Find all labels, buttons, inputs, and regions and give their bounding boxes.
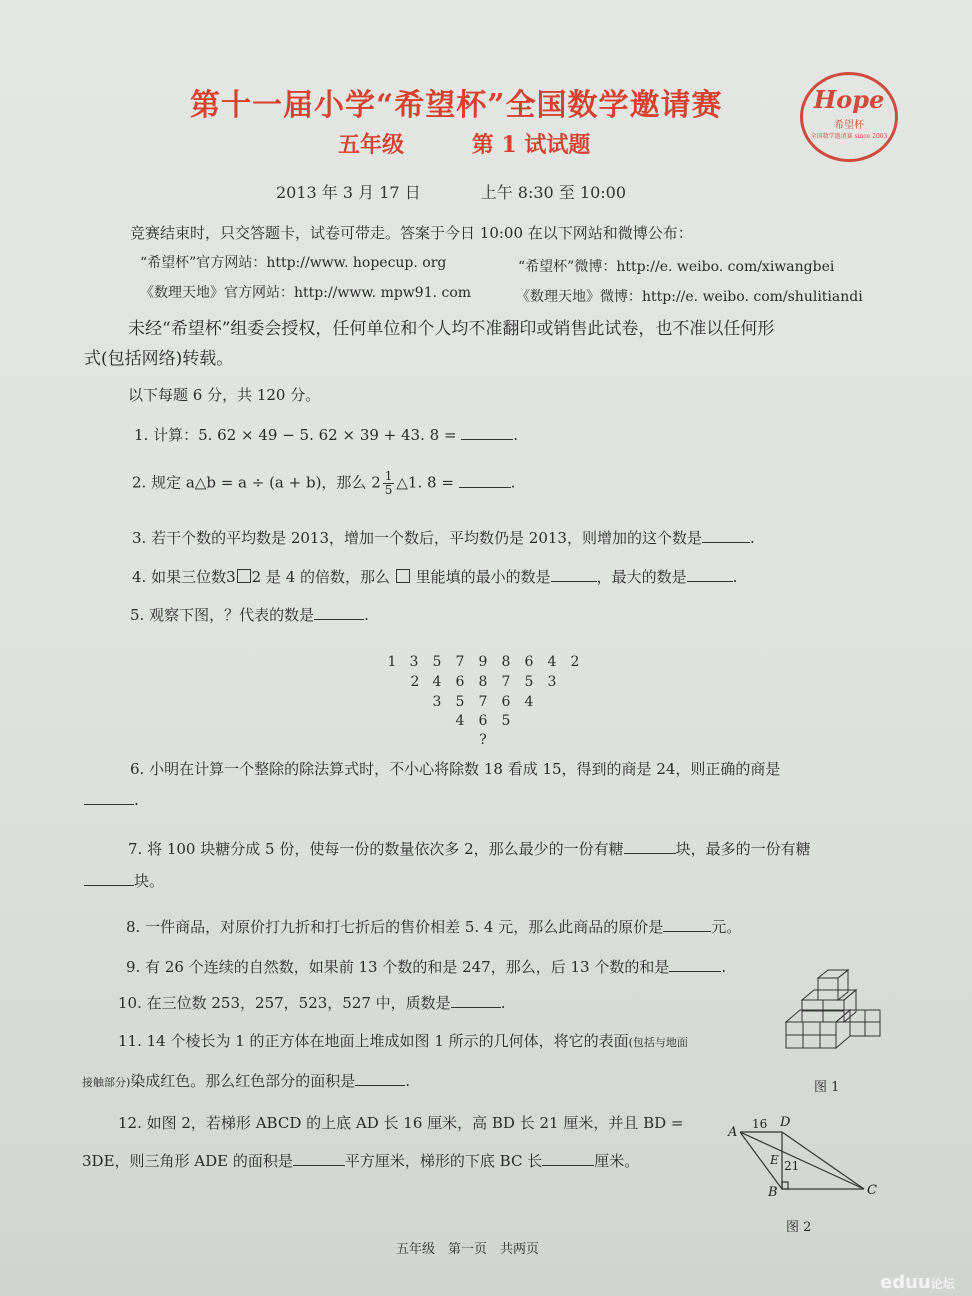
- weibo-mpw: 《数理天地》微博：http://e. weibo. com/shulitiandi: [516, 289, 863, 305]
- score-note: 以下每题 6 分，共 120 分。: [128, 386, 321, 404]
- official-site-hopecup: “希望杯”官方网站：http://www. hopecup. org: [140, 255, 447, 271]
- question-9: 9. 有 26 个连续的自然数，如果前 13 个数的和是 247，那么，后 13 个数的和是 .: [126, 958, 727, 976]
- question-5: 5. 观察下图，？代表的数是 .: [130, 606, 369, 624]
- figure-1-cubes: [780, 960, 888, 1060]
- hope-cup-logo-icon: Hope 希望杯 全国数学邀请赛 since 2003: [800, 72, 898, 162]
- copyright-line: 未经“希望杯”组委会授权，任何单位和个人均不准翻印或销售此试卷，也不准以任何形: [128, 319, 775, 339]
- point-e-label: E: [770, 1153, 779, 1167]
- bd-length-label: 21: [784, 1159, 800, 1173]
- vertex-a-label: A: [728, 1125, 738, 1140]
- figure-1-label: 图 1: [814, 1080, 840, 1095]
- question-6-blank: .: [84, 790, 139, 809]
- question-12-cont: 3DE，则三角形 ADE 的面积是 平方厘米，梯形的下底 BC 长 厘米。: [82, 1152, 640, 1170]
- question-10: 10. 在三位数 253，257，523，527 中，质数是 .: [118, 994, 506, 1012]
- question-7: 7. 将 100 块糖分成 5 份，使每一份的数量依次多 2，那么最少的一份有糖 块，最多的一份有糖: [128, 840, 811, 858]
- question-6: 6. 小明在计算一个整除的除法算式时，不小心将除数 18 看成 15，得到的商是 24，则正确的商是: [130, 760, 781, 778]
- figure-2-label: 图 2: [786, 1220, 812, 1235]
- mixed-fraction: $\frac{1}{5}$: [384, 469, 393, 497]
- question-11: 11. 14 个棱长为 1 的正方体在地面上堆成如图 1 所示的几何体，将它的表面(包括与地面: [118, 1032, 688, 1050]
- weibo-hopecup: “希望杯”微博：http://e. weibo. com/xiwangbei: [518, 259, 835, 275]
- grade-label: 五年级: [338, 132, 405, 158]
- exam-datetime: 2013 年 3 月 17 日 上午 8:30 至 10:00: [276, 183, 627, 202]
- question-2: 2. 规定 a△b = a ÷ (a + b)，那么 2 $\frac{1}{5}$ △1. 8 = .: [132, 469, 516, 497]
- ad-length-label: 16: [752, 1117, 768, 1131]
- vertex-d-label: D: [780, 1115, 791, 1130]
- vertex-c-label: C: [867, 1183, 877, 1198]
- question-7-cont: 块。: [84, 870, 164, 891]
- question-4: 4. 如果三位数3 2 是 4 的倍数，那么 里能填的最小的数是 ，最大的数是 .: [132, 568, 738, 586]
- exam-subtitle: [338, 128, 650, 159]
- test-label: 第 1 试试题: [471, 132, 591, 158]
- eduu-watermark: eduu论坛: [880, 1272, 955, 1293]
- vertex-b-label: B: [768, 1185, 778, 1200]
- figure-2-trapezoid: [724, 1112, 884, 1202]
- question-12: 12. 如图 2，若梯形 ABCD 的上底 AD 长 16 厘米，高 BD 长 21 厘米，并且 BD =: [118, 1114, 684, 1132]
- question-1: 1. 计算：5. 62 × 49 − 5. 62 × 39 + 43. 8 = .: [134, 426, 519, 444]
- notice-line: 竞赛结束时，只交答题卡，试卷可带走。答案于今日 10:00 在以下网站和微博公布：: [130, 224, 693, 242]
- copyright-line: 式(包括网络)转载。: [84, 349, 234, 369]
- box-icon: [237, 569, 251, 583]
- question-3: 3. 若干个数的平均数是 2013，增加一个数后，平均数仍是 2013，则增加的这个数是 .: [132, 529, 755, 547]
- page-footer: 五年级 第一页 共两页: [396, 1242, 540, 1257]
- box-icon: [396, 569, 410, 583]
- question-8: 8. 一件商品，对原价打九折和打七折后的售价相差 5. 4 元，那么此商品的原价是 元。: [126, 918, 742, 936]
- exam-title: 第十一届小学“希望杯”全国数学邀请赛: [190, 88, 723, 123]
- question-11-cont: 接触部分)染成红色。那么红色部分的面积是 .: [82, 1072, 411, 1090]
- official-site-mpw: 《数理天地》官方网站：http://www. mpw91. com: [140, 285, 472, 301]
